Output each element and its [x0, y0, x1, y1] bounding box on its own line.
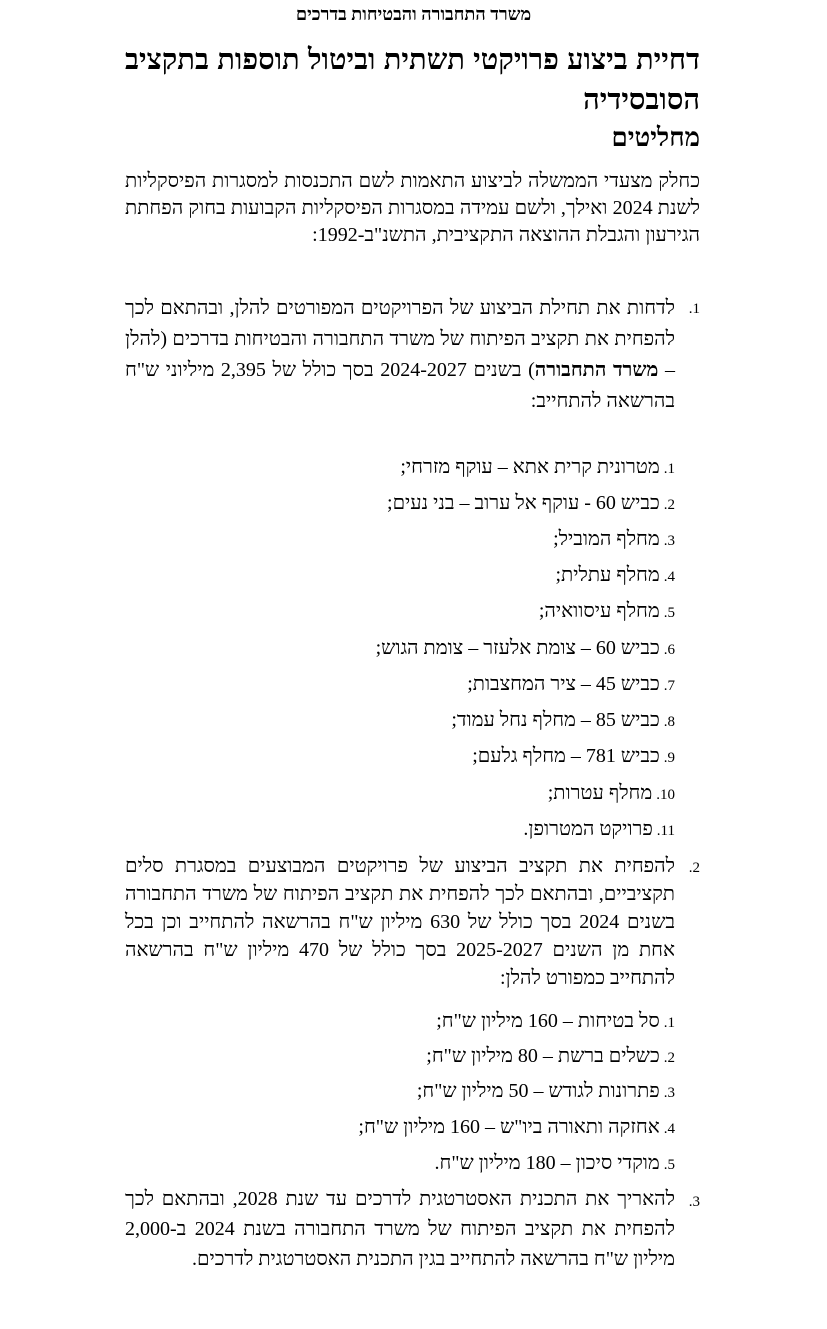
list-item-number: 1.	[663, 461, 675, 477]
list-item	[523, 818, 675, 841]
list-item-text: פרויקט המטרופן.	[523, 818, 653, 840]
list-item	[451, 709, 675, 732]
list-item-number: 4.	[663, 569, 675, 585]
list-item	[417, 1080, 675, 1103]
list-item	[358, 1116, 675, 1139]
list-item	[548, 782, 675, 805]
list-item-number: 7.	[663, 678, 675, 694]
ministry-header: משרד התחבורה והבטיחות בדרכים	[295, 4, 532, 24]
list-item-text: כביש 781 – מחלף גלעם;	[472, 745, 660, 767]
list-item	[467, 673, 675, 696]
intro-paragraph: כחלק מצעדי הממשלה לביצוע התאמות לשם התכנסות למסגרות הפיסקליות לשנת 2024 ואילך, ולשם עמידה במסגרות הפיסקליות הקבועות בחוק הפחתת הגירעון והגבלת ההוצאה התקציבית, התשנ"ב-1992:	[125, 170, 700, 246]
section-1-text-after: ) בשנים 2024-2027 בסך כולל של 2,395 מיליוני ש"ח בהרשאה להתחייב:	[125, 359, 675, 412]
list-item-text: מחלף עטרות;	[547, 782, 653, 804]
list-item-text: מוקדי סיכון – 180 מיליון ש"ח.	[434, 1152, 660, 1174]
section-2-number: 2.	[688, 860, 700, 876]
list-item-text: כביש 60 – צומת אלעזר – צומת הגוש;	[375, 637, 660, 659]
list-item-text: מטרונית קרית אתא – עוקף מזרחי;	[400, 456, 660, 478]
list-item	[472, 745, 675, 768]
list-item	[436, 1010, 675, 1033]
list-item-number: 10.	[656, 787, 675, 803]
section-1-number: 1.	[688, 301, 700, 317]
list-item-number: 11.	[656, 823, 675, 839]
section-3-text: להאריך את התכנית האסטרטגית לדרכים עד שנת 2028, ובהתאם לכך להפחית את תקציב הפיתוח של משרד התחבורה בשנת 2024 ב-2,000 מיליון ש"ח בהרשאה להתחייב בגין התכנית האסטרטגית לדרכים.	[125, 1188, 675, 1270]
list-item-text: כביש 45 – ציר המחצבות;	[467, 673, 660, 695]
list-item-number: 9.	[663, 750, 675, 766]
list-item	[426, 1045, 675, 1068]
list-item	[553, 528, 675, 551]
list-item-number: 3.	[663, 1085, 675, 1101]
list-item-number: 6.	[663, 642, 675, 658]
section-1-text	[125, 293, 675, 417]
list-item-number: 2.	[663, 1050, 675, 1066]
section-3-number: 3.	[688, 1194, 700, 1210]
list-item	[376, 637, 675, 660]
list-item-text: פתרונות לגודש – 50 מיליון ש"ח;	[416, 1080, 660, 1102]
list-item-text: כביש 85 – מחלף נחל עמוד;	[451, 709, 660, 731]
list-item	[435, 1152, 675, 1175]
list-item-text: מחלף עתלית;	[555, 564, 660, 586]
list-item-text: מחלף עיסוואיה;	[538, 600, 660, 622]
list-item-number: 4.	[663, 1121, 675, 1137]
list-item-text: כשלים ברשת – 80 מיליון ש"ח;	[426, 1045, 660, 1067]
list-item-number: 5.	[663, 1157, 675, 1173]
document-title: דחיית ביצוע פרויקטי תשתית וביטול תוספות בתקציב הסובסידיה	[125, 44, 700, 116]
list-item-text: מחלף המוביל;	[553, 528, 660, 550]
list-item	[387, 492, 675, 515]
list-item-number: 1.	[663, 1015, 675, 1031]
list-item	[539, 600, 675, 623]
list-item-text: אחזקה ותאורה ביו"ש – 160 מיליון ש"ח;	[358, 1116, 660, 1138]
list-item-text: כביש 60 - עוקף אל ערוב – בני נעים;	[387, 492, 660, 514]
list-item	[555, 564, 675, 587]
list-item-number: 8.	[663, 714, 675, 730]
list-item-number: 3.	[663, 533, 675, 549]
section-2-text: להפחית את תקציב הביצוע של פרויקטים המבוצעים במסגרת סלים תקציביים, ובהתאם לכך להפחית את תקציב הפיתוח של משרד התחבורה בשנים 2024 בסך כולל של 630 מיליון ש"ח בהרשאה להתחייב וכן בכל אחת מן השנים 2025-2027 בסך כולל של 470 מיליון ש"ח בהרשאה להתחייב כמפורט להלן:	[125, 855, 675, 989]
decide-heading: מחליטים	[611, 123, 700, 152]
section-1-text-bold: משרד התחבורה	[534, 359, 659, 381]
section-1-text-before: לדחות את תחילת הביצוע של הפרויקטים המפורטים להלן, ובהתאם לכך להפחית את תקציב הפיתוח של משרד התחבורה והבטיחות בדרכים (להלן –	[125, 297, 675, 381]
list-item-number: 5.	[663, 605, 675, 621]
list-item-number: 2.	[663, 497, 675, 513]
list-item-text: סל בטיחות – 160 מיליון ש"ח;	[436, 1010, 660, 1032]
list-item	[400, 456, 675, 479]
